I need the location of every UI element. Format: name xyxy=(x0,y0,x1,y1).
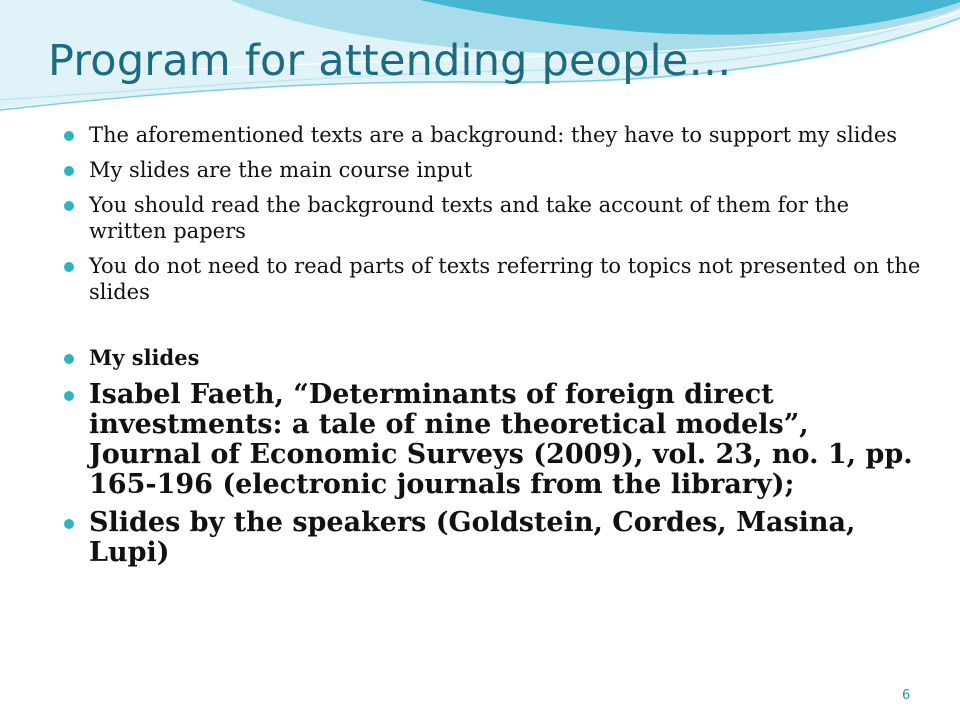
bullet-item-reference xyxy=(64,380,924,500)
bullet-text: You do not need to read parts of texts referring to topics not presented on the slides xyxy=(89,254,921,304)
bullet-text: Slides by the speakers (Goldstein, Cordes, Masina, Lupi) xyxy=(89,507,856,568)
page-number: 6 xyxy=(902,688,911,703)
bullet-item xyxy=(64,192,924,244)
bullet-dot-icon xyxy=(64,262,74,272)
bullet-text: My slides are the main course input xyxy=(89,158,473,182)
bullet-text: Isabel Faeth, “Determinants of foreign direct investments: a tale of nine theoretical models”, Journal of Economic Surveys (2009), vol. 23, no. 1, pp. 165-196 (electronic journals from the library); xyxy=(89,379,913,500)
slide-title: Program for attending people… xyxy=(48,36,732,86)
bullet-item xyxy=(64,157,924,183)
bullet-dot-icon xyxy=(64,391,74,401)
bullet-item xyxy=(64,122,924,148)
bullet-item-speakers xyxy=(64,508,924,568)
bullet-list xyxy=(64,122,924,576)
bullet-text: My slides xyxy=(89,345,200,370)
bullet-dot-icon xyxy=(64,131,74,141)
bullet-dot-icon xyxy=(64,354,74,364)
bullet-item xyxy=(64,253,924,305)
bullet-text: You should read the background texts and take account of them for the written papers xyxy=(89,193,850,243)
bullet-text: The aforementioned texts are a background: they have to support my slides xyxy=(89,123,898,147)
bullet-dot-icon xyxy=(64,166,74,176)
bullet-dot-icon xyxy=(64,201,74,211)
bullet-dot-icon xyxy=(64,519,74,529)
bullet-item-my-slides xyxy=(64,345,924,371)
